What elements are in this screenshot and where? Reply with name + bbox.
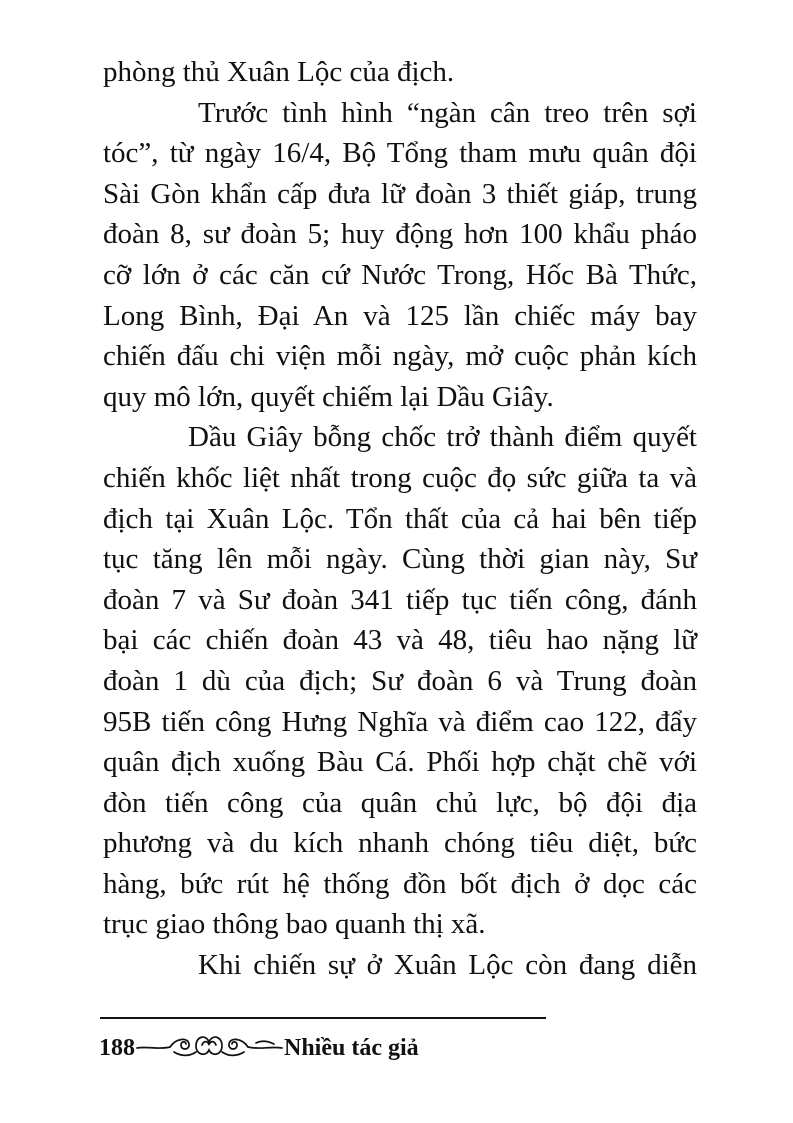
paragraph [103, 52, 697, 93]
page-body-text [103, 52, 697, 986]
body-line: đoàn 1 dù của địch; Sư đoàn 6 và Trung đoàn [103, 664, 697, 697]
body-line: tục tăng lên mỗi ngày. Cùng thời gian này, Sư [103, 543, 697, 576]
body-line: Sài Gòn khẩn cấp đưa lữ đoàn 3 thiết giáp, trung [103, 177, 697, 210]
running-author: Nhiều tác giả [284, 1035, 419, 1061]
body-line: bại các chiến đoàn 43 và 48, tiêu hao nặng lữ [103, 624, 697, 657]
body-line: quy mô lớn, quyết chiếm lại Dầu Giây. [103, 380, 554, 413]
body-line: cỡ lớn ở các căn cứ Nước Trong, Hốc Bà Thức, [103, 258, 697, 291]
body-line: Dầu Giây bỗng chốc trở thành điểm quyết [188, 421, 697, 454]
body-line: tóc”, từ ngày 16/4, Bộ Tổng tham mưu quân đội [103, 137, 697, 170]
body-line: chiến đấu chi viện mỗi ngày, mở cuộc phản kích [103, 340, 697, 373]
body-line: đoàn 8, sư đoàn 5; huy động hơn 100 khẩu pháo [103, 218, 697, 251]
body-line: chiến khốc liệt nhất trong cuộc đọ sức giữa ta và [103, 461, 697, 494]
body-line: đòn tiến công của quân chủ lực, bộ đội địa [103, 786, 697, 819]
body-line: phương và du kích nhanh chóng tiêu diệt, bức [103, 827, 697, 860]
body-line: trục giao thông bao quanh thị xã. [103, 908, 486, 941]
flourish-ornament-icon [136, 1031, 283, 1061]
body-line: Long Bình, Đại An và 125 lần chiếc máy bay [103, 299, 697, 332]
paragraph [103, 93, 697, 418]
body-line: đoàn 7 và Sư đoàn 341 tiếp tục tiến công, đánh [103, 583, 697, 616]
body-line: 95B tiến công Hưng Nghĩa và điểm cao 122, đẩy [103, 705, 697, 738]
paragraph [103, 417, 697, 945]
body-line: Khi chiến sự ở Xuân Lộc còn đang diễn [198, 949, 697, 982]
body-line: quân địch xuống Bàu Cá. Phối hợp chặt chẽ với [103, 746, 697, 779]
body-line: hàng, bức rút hệ thống đồn bốt địch ở dọc các [103, 867, 697, 900]
body-line: địch tại Xuân Lộc. Tổn thất của cả hai bên tiếp [103, 502, 697, 535]
paragraph [103, 945, 697, 986]
body-line: Trước tình hình “ngàn cân treo trên sợi [198, 96, 697, 129]
page-number: 188 [99, 1035, 135, 1061]
body-line: phòng thủ Xuân Lộc của địch. [103, 56, 455, 88]
footer-rule [100, 1017, 546, 1019]
